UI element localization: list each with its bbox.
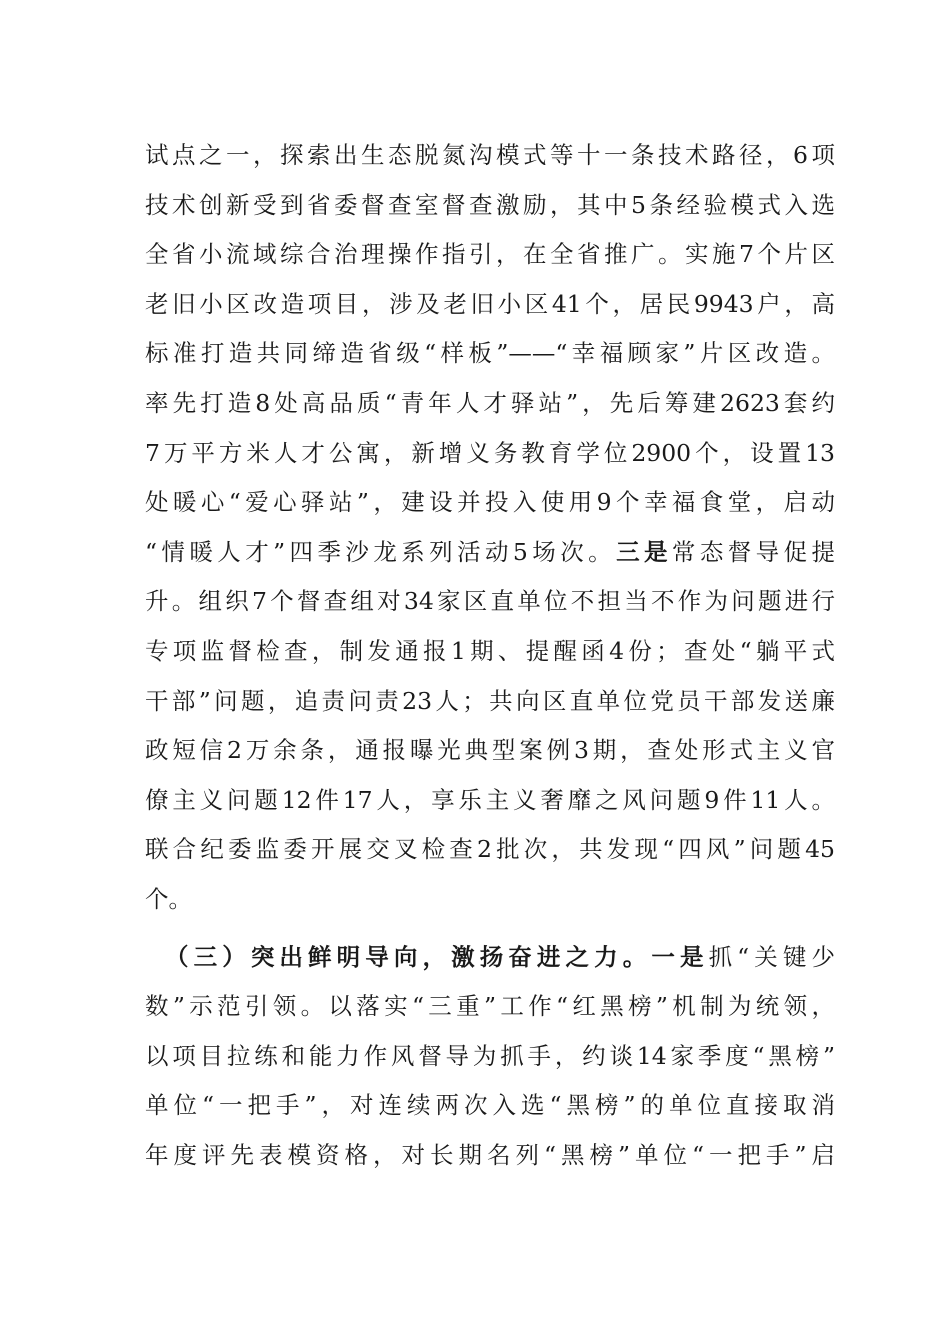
text-line: 数”示范引领。以落实“三重”工作“红黑榜”机制为统领， <box>145 992 835 1021</box>
text-line: 处暖心“爱心驿站”，建设并投入使用9个幸福食堂，启动 <box>145 488 835 517</box>
text-line: 以项目拉练和能力作风督导为抓手，约谈14家季度“黑榜” <box>145 1041 835 1070</box>
text-line: 7万平方米人才公寓，新增义务教育学位2900个，设置13 <box>145 438 835 467</box>
text-line: 干部”问题，追责问责23人；共向区直单位党员干部发送廉 <box>145 686 835 715</box>
text-run: 抓“关键少 <box>708 942 836 971</box>
text-line: 僚主义问题12件17人，享乐主义奢靡之风问题9件11人。 <box>145 785 835 814</box>
bold-lead-text: 三是 <box>616 537 672 566</box>
document-body <box>145 131 835 1180</box>
section-heading: （三）突出鲜明导向，激扬奋进之力。 <box>165 942 652 971</box>
text-line: 升。组织7个督查组对34家区直单位不担当不作为问题进行 <box>145 587 835 616</box>
text-line: 联合纪委监委开展交叉检查2批次，共发现“四风”问题45 <box>145 835 835 864</box>
text-line: 试点之一，探索出生态脱氮沟模式等十一条技术路径，6项 <box>145 141 835 169</box>
text-run: 常态督导促提 <box>671 537 836 566</box>
bold-lead-text: 一是 <box>651 942 709 971</box>
text-line: 政短信2万余条，通报曝光典型案例3期，查处形式主义官 <box>145 736 835 765</box>
section-heading-line <box>145 933 835 983</box>
text-line-last: 个。 <box>145 884 192 913</box>
paragraph-gap <box>145 925 835 933</box>
text-line: 全省小流域综合治理操作指引，在全省推广。实施7个片区 <box>145 240 835 269</box>
text-line: 老旧小区改造项目，涉及老旧小区41个，居民9943户，高 <box>145 289 835 318</box>
text-line: 技术创新受到省委督查室督查激励，其中5条经验模式入选 <box>145 190 835 219</box>
text-line-with-bold-lead <box>145 528 835 578</box>
text-line: 单位“一把手”，对连续两次入选“黑榜”的单位直接取消 <box>145 1091 835 1120</box>
text-line: 专项监督检查，制发通报1期、提醒函4份；查处“躺平式 <box>145 636 835 665</box>
text-line: 标准打造共同缔造省级“样板”——“幸福顾家”片区改造。 <box>145 339 835 368</box>
text-line: 年度评先表模资格，对长期名列“黑榜”单位“一把手”启 <box>145 1140 835 1169</box>
text-line: 率先打造8处高品质“青年人才驿站”，先后筹建2623套约 <box>145 388 835 417</box>
text-run: “情暖人才”四季沙龙系列活动5场次。 <box>145 537 617 566</box>
